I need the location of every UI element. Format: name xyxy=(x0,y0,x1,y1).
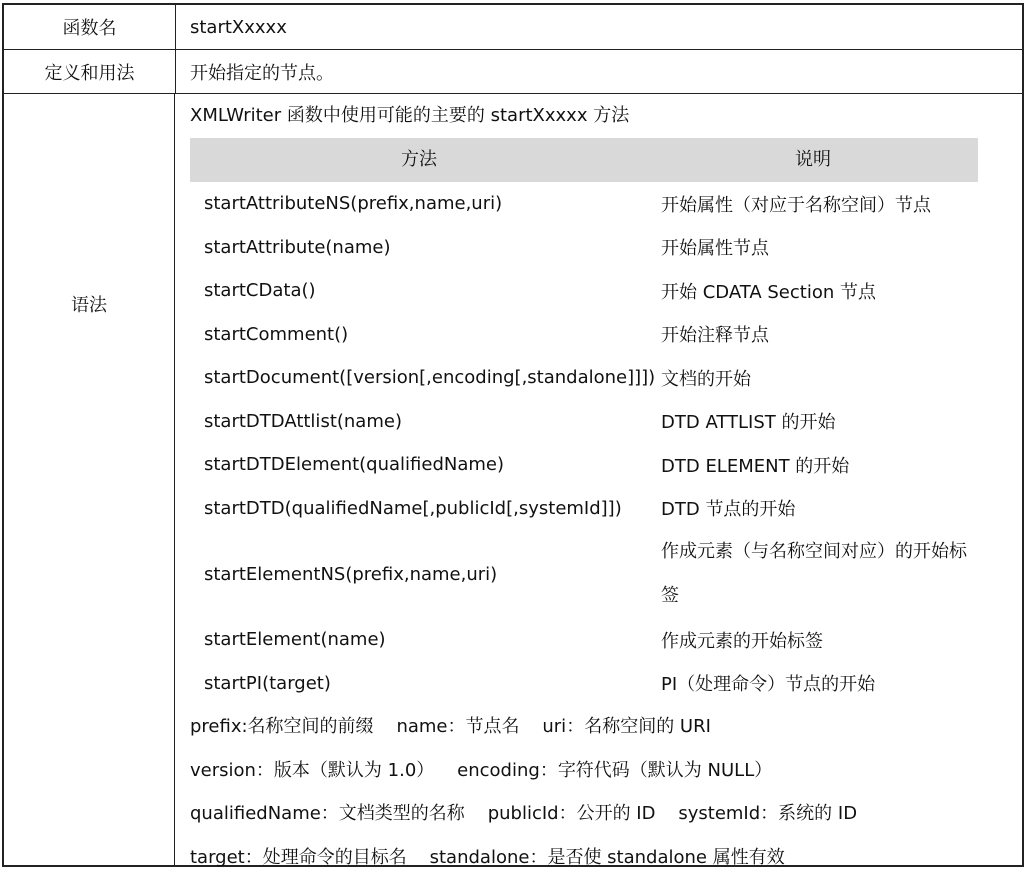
definition-value: 开始指定的节点。 xyxy=(190,50,334,93)
definition-row xyxy=(4,50,1022,94)
method-name: startDTD(qualifiedName[,publicId[,systemId]]) xyxy=(204,487,622,531)
method-description: 开始属性节点 xyxy=(661,226,978,270)
method-description: PI（处理命令）节点的开始 xyxy=(661,662,978,706)
method-description: 开始属性（对应于名称空间）节点 xyxy=(661,182,978,226)
method-name: startComment() xyxy=(204,313,348,357)
method-description: 开始注释节点 xyxy=(661,313,978,357)
description-column-header: 说明 xyxy=(648,138,978,182)
method-row xyxy=(190,269,978,313)
method-name: startDTDElement(qualifiedName) xyxy=(204,443,504,487)
method-description: 文档的开始 xyxy=(661,356,978,400)
method-description: 作成元素（与名称空间对应）的开始标签 xyxy=(661,530,978,618)
method-name: startPI(target) xyxy=(204,662,331,706)
parameter-note: version：版本（默认为 1.0） encoding：字符代码（默认为 NULL） xyxy=(190,749,978,793)
method-description: 作成元素的开始标签 xyxy=(661,618,978,662)
function-name-row xyxy=(4,5,1022,50)
function-name-label: 函数名 xyxy=(4,5,176,49)
method-row xyxy=(190,487,978,531)
parameter-note: target：处理命令的目标名 standalone：是否使 standalone 属性有效 xyxy=(190,836,978,879)
function-reference-table xyxy=(2,3,1024,867)
method-row xyxy=(190,662,978,706)
method-column-header: 方法 xyxy=(190,138,648,182)
method-row xyxy=(190,226,978,270)
method-name: startAttributeNS(prefix,name,uri) xyxy=(204,182,502,226)
method-name: startElement(name) xyxy=(204,618,386,662)
definition-label: 定义和用法 xyxy=(4,50,176,93)
method-row xyxy=(190,313,978,357)
parameter-note: prefix:名称空间的前缀 name：节点名 uri：名称空间的 URI xyxy=(190,705,978,749)
function-name-value: startXxxxx xyxy=(190,5,287,49)
syntax-intro: XMLWriter 函数中使用可能的主要的 startXxxxx 方法 xyxy=(190,94,978,138)
method-name: startCData() xyxy=(204,269,316,313)
method-description: 开始 CDATA Section 节点 xyxy=(661,269,978,313)
method-description: DTD ELEMENT 的开始 xyxy=(661,443,978,487)
parameter-note: qualifiedName：文档类型的名称 publicId：公开的 ID systemId：系统的 ID xyxy=(190,792,978,836)
method-description: DTD ATTLIST 的开始 xyxy=(661,400,978,444)
method-row xyxy=(190,618,978,662)
syntax-content xyxy=(190,94,978,879)
method-row xyxy=(190,400,978,444)
methods-table-header xyxy=(190,138,978,182)
method-description: DTD 节点的开始 xyxy=(661,487,978,531)
method-name: startDocument([version[,encoding[,standalone]]]) xyxy=(204,356,655,400)
method-row xyxy=(190,530,978,618)
method-row xyxy=(190,182,978,226)
method-name: startElementNS(prefix,name,uri) xyxy=(204,530,497,618)
method-row xyxy=(190,356,978,400)
method-name: startDTDAttlist(name) xyxy=(204,400,402,444)
syntax-row xyxy=(4,94,1022,865)
method-name: startAttribute(name) xyxy=(204,226,391,270)
method-row xyxy=(190,443,978,487)
syntax-label: 语法 xyxy=(4,94,175,865)
